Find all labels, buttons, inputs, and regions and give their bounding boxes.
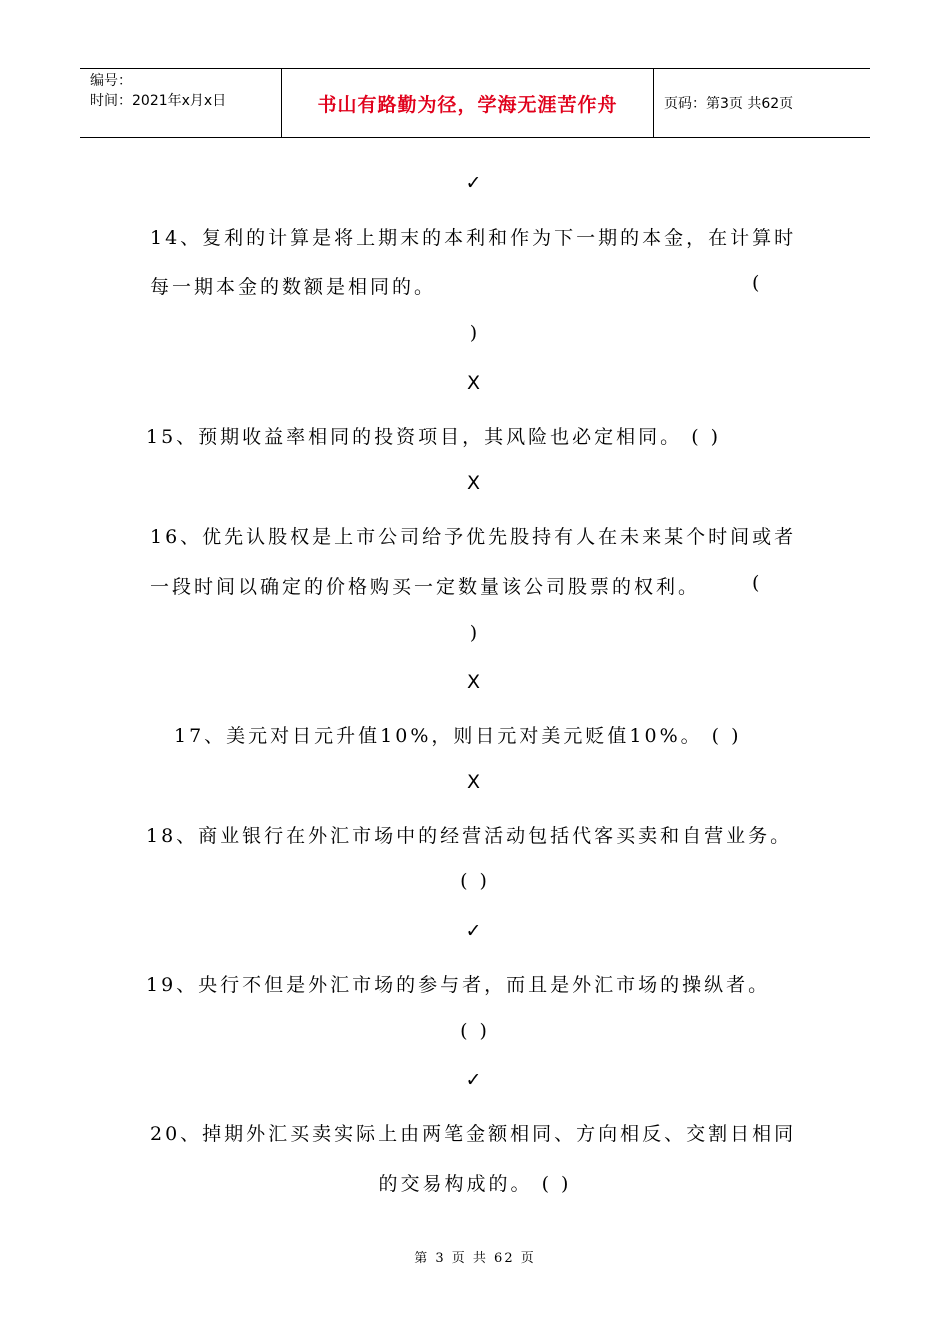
question-14-line-1: 14、复利的计算是将上期末的本利和作为下一期的本金，在计算时: [150, 227, 797, 249]
answer-16: X: [466, 671, 484, 693]
question-19-paren: ( ): [460, 1020, 490, 1042]
question-18-paren: ( ): [460, 870, 490, 892]
header-left-cell: [80, 69, 282, 137]
number-label: 编号：: [90, 73, 132, 89]
header-page-info: 页码：第3页 共62页: [664, 96, 794, 112]
question-20-line-1: 20、掉期外汇买卖实际上由两笔金额相同、方向相反、交割日相同: [150, 1123, 797, 1145]
answer-17: X: [466, 771, 484, 793]
page-footer: 第 3 页 共 62 页: [414, 1251, 536, 1266]
question-16-line-1: 16、优先认股权是上市公司给予优先股持有人在未来某个时间或者: [150, 526, 797, 548]
question-19: 19、央行不但是外汇市场的参与者，而且是外汇市场的操纵者。: [146, 974, 771, 996]
question-14-paren-close: ): [469, 322, 481, 344]
question-18: 18、商业银行在外汇市场中的经营活动包括代客买卖和自营业务。: [146, 825, 793, 847]
question-16-paren-close: ): [469, 622, 481, 644]
question-20-line-2: 的交易构成的。 ( ): [378, 1173, 572, 1195]
header-motto: 书山有路勤为径，学海无涯苦作舟: [282, 69, 654, 137]
question-17: 17、美元对日元升值10%，则日元对美元贬值10%。 ( ): [174, 725, 742, 747]
time-label: 时间：2021年x月x日: [90, 93, 227, 109]
answer-13: ✓: [465, 172, 485, 194]
question-15: 15、预期收益率相同的投资项目，其风险也必定相同。 ( ): [146, 426, 722, 448]
page-header: [80, 68, 870, 138]
question-16-paren-open: (: [752, 572, 763, 594]
answer-19: ✓: [465, 1069, 485, 1091]
question-14-line-2: 每一期本金的数额是相同的。: [150, 276, 437, 298]
question-16-line-2: 一段时间以确定的价格购买一定数量该公司股票的权利。: [150, 576, 701, 598]
question-14-paren-open: (: [752, 272, 763, 294]
answer-15: X: [466, 472, 484, 494]
answer-18: ✓: [465, 920, 485, 942]
answer-14: X: [466, 372, 484, 394]
